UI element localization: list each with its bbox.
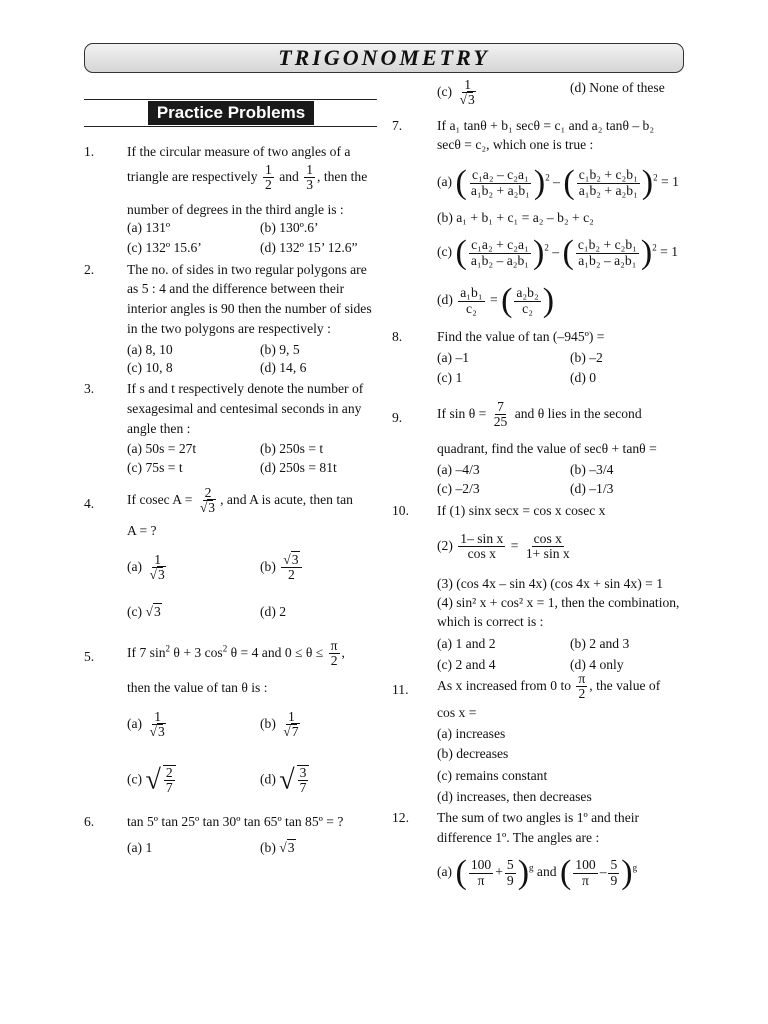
paren: ( <box>455 854 467 891</box>
q10-option-c: (c) 2 and 4 <box>437 657 496 672</box>
radicand: 7 <box>291 724 299 740</box>
q7-a-frac1 <box>469 168 532 198</box>
equals: = <box>510 537 519 553</box>
q7-option-a <box>437 166 679 200</box>
q10-option-a: (a) 1 and 2 <box>437 636 496 651</box>
num: 1– sin x <box>460 531 504 546</box>
den: 9 <box>610 872 618 888</box>
paren: ( <box>559 854 572 891</box>
q12-frac3 <box>573 858 597 888</box>
section-heading: Practice Problems <box>148 101 314 125</box>
den: √7 <box>283 724 299 740</box>
q4-option-c: (c) √3 <box>127 604 161 619</box>
squared: 2 <box>545 172 550 183</box>
num: cos x <box>533 531 562 546</box>
q9-option-b: (b) –3/4 <box>570 462 614 477</box>
den: √3 <box>459 92 475 108</box>
num: c₁b₂ + c₂b₁ <box>577 237 637 253</box>
squared: 2 <box>652 242 657 253</box>
q2-option-d: (d) 14, 6 <box>260 360 307 375</box>
den: √3 <box>199 500 216 516</box>
num: 1 <box>288 709 295 724</box>
q2-line1: The no. of sides in two regular polygons are <box>127 262 367 277</box>
q7-option-b: (b) a₁ + b₁ + c₁ = a₂ – b₂ + c₂ <box>437 210 594 225</box>
radicand: 3 <box>153 604 161 619</box>
q9-line1 <box>437 400 642 430</box>
radicand: 3 <box>287 840 295 855</box>
squared: 2 <box>544 242 549 253</box>
q9-number: 9. <box>392 410 403 425</box>
q10-line3: (3) (cos 4x – sin 4x) (cos 4x + sin 4x) = 1 <box>437 576 664 591</box>
q8-number: 8. <box>392 329 403 344</box>
q4-option-a <box>127 553 170 583</box>
and: and <box>536 864 557 880</box>
q1-option-d: (d) 132º 15’ 12.6” <box>260 240 358 255</box>
q8-option-b: (b) –2 <box>570 350 603 365</box>
q7-d-frac2 <box>514 286 540 316</box>
paren: ) <box>533 164 546 201</box>
q7-line2: secθ = c₂, which one is true : <box>437 137 594 152</box>
q11-option-b: (b) decreases <box>437 746 509 761</box>
q9-fraction <box>492 400 510 430</box>
q10-number: 10. <box>392 503 409 518</box>
q5-line1: If 7 $\sin^2 \theta + 3$ $\cos^2 \theta = 4$ and 0 ≤ θ ≤ $\frac{\pi}{2}$ , <box>127 638 345 669</box>
q1-fraction-b <box>304 163 315 193</box>
paren: ) <box>533 234 545 271</box>
den: π <box>477 872 485 888</box>
q6-line1: tan 5º tan 25º tan 30º tan 65º tan 85º = ? <box>127 814 344 829</box>
q2-option-b: (b) 9, 5 <box>260 342 300 357</box>
q6-option-c <box>437 78 480 108</box>
den: 2 <box>578 686 586 702</box>
q4-line1 <box>127 486 353 516</box>
den: a₁b₂ + a₂b₁ <box>578 182 638 198</box>
q1-text: , then the <box>317 168 368 184</box>
den: a₁b₂ – a₂b₁ <box>470 252 530 268</box>
q5-text: If 7 sin <box>127 644 166 660</box>
q11-fraction <box>576 672 587 702</box>
q3-number: 3. <box>84 381 95 396</box>
q7-a-frac2 <box>577 168 640 198</box>
q10-option-b: (b) 2 and 3 <box>570 636 630 651</box>
num: π <box>330 638 338 653</box>
q7-option-c <box>437 236 678 270</box>
den: 2 <box>288 567 295 583</box>
label: (c) <box>127 604 143 619</box>
label: (b) <box>260 715 276 731</box>
q4-fraction <box>198 486 218 516</box>
q2-option-c: (c) 10, 8 <box>127 360 173 375</box>
den: 1+ sin x <box>525 546 570 562</box>
q4-text: , and A is acute, then tan <box>220 491 353 507</box>
label: (a) <box>127 715 143 731</box>
squared: 2 <box>165 643 171 654</box>
q12-number: 12. <box>392 810 409 825</box>
q7-c-frac1 <box>469 238 531 268</box>
q9-text: If sin θ = <box>437 405 487 421</box>
q5-option-a <box>127 710 170 740</box>
q3-option-b: (b) 250s = t <box>260 441 324 456</box>
q2-line2: as 5 : 4 and the difference between their <box>127 281 345 296</box>
plus: + <box>495 864 503 880</box>
q5-fraction <box>329 639 340 669</box>
section-rule-bottom <box>84 126 377 127</box>
q1-option-a: (a) 131º <box>127 220 171 235</box>
q7-d-frac1 <box>458 286 484 316</box>
q4-number: 4. <box>84 496 95 511</box>
q1-line2 <box>127 163 367 193</box>
q10-line5: which is correct is : <box>437 614 544 629</box>
den: c₂ <box>522 300 533 316</box>
q3-line1: If s and t respectively denote the number of <box>127 381 364 396</box>
q5-a-fraction <box>148 710 168 740</box>
den: 9 <box>506 872 514 888</box>
title-banner <box>84 43 684 73</box>
radicand: 3 <box>157 724 165 740</box>
num: 100 <box>575 857 596 873</box>
q10-option-d: (d) 4 only <box>570 657 624 672</box>
q5-option-c <box>127 765 178 796</box>
radicand: 3 <box>467 92 475 108</box>
den: 2 <box>330 653 338 669</box>
q6-c-fraction <box>458 78 478 108</box>
paren: ) <box>640 234 653 271</box>
q11-line2: cos x = <box>437 705 477 720</box>
q1-and: and <box>279 168 299 184</box>
squared: 2 <box>222 643 228 654</box>
q10-line2 <box>437 532 574 562</box>
radicand: 3 <box>291 552 299 567</box>
num: π <box>578 671 586 686</box>
q7-line1: If a₁ tanθ + b₁ secθ = c₁ and a₂ tanθ – b₂ <box>437 118 655 133</box>
den: π <box>582 872 589 888</box>
q10-frac2 <box>524 532 572 562</box>
den: √3 <box>149 724 165 740</box>
q1-fraction-a <box>263 163 274 193</box>
num: 3 <box>299 765 307 780</box>
label: (2) <box>437 537 453 553</box>
num: 1 <box>154 709 162 724</box>
q11-option-d: (d) increases, then decreases <box>437 789 592 804</box>
q7-c-frac2 <box>576 238 639 268</box>
grade-mark: g <box>632 862 638 873</box>
paren: ( <box>455 234 467 271</box>
label: (c) <box>437 244 453 260</box>
q9-line2: quadrant, find the value of secθ + tanθ = <box>437 441 657 456</box>
label: (a) <box>127 558 143 574</box>
q9-option-a: (a) –4/3 <box>437 462 480 477</box>
num: 2 <box>204 485 212 500</box>
q12-line1: The sum of two angles is 1º and their <box>437 810 640 825</box>
q2-line3: interior angles is 90 then the number of sides <box>127 301 372 316</box>
num: a₁b₁ <box>460 285 483 301</box>
q3-line2: sexagesimal and centesimal seconds in any <box>127 401 362 416</box>
paren: ( <box>562 234 574 271</box>
label: (b) <box>260 558 276 574</box>
label: (b) <box>260 840 276 855</box>
equals-one: = 1 <box>661 174 679 190</box>
den: cos x <box>467 546 496 562</box>
squared: 2 <box>653 172 658 183</box>
label: (c) <box>127 771 143 787</box>
num: a₂b₂ <box>516 285 539 301</box>
q11-text: , the value of <box>589 677 661 693</box>
den: c₂ <box>466 300 477 316</box>
q4-option-d: (d) 2 <box>260 604 287 619</box>
den: 3 <box>306 177 314 193</box>
num: 1 <box>154 552 162 567</box>
q3-option-d: (d) 250s = 81t <box>260 460 337 475</box>
num: 7 <box>497 399 504 414</box>
q8-option-d: (d) 0 <box>570 370 597 385</box>
section-rule-top <box>84 99 377 100</box>
q12-frac2 <box>505 858 516 888</box>
q6-option-a: (a) 1 <box>127 840 153 855</box>
den: a₁b₂ + a₂b₁ <box>470 182 530 198</box>
den: 7 <box>299 780 307 796</box>
num: 1 <box>306 162 314 177</box>
q5-c-fraction <box>163 765 176 796</box>
label: (c) <box>437 83 453 99</box>
q5-line2: then the value of tan θ is : <box>127 680 268 695</box>
q11-option-c: (c) remains constant <box>437 768 548 783</box>
label: (d) <box>437 292 453 308</box>
grade-mark: g <box>529 862 534 873</box>
radicand: 3 <box>208 500 216 516</box>
q5-number: 5. <box>84 649 95 664</box>
equals-one: = 1 <box>660 244 679 260</box>
q4-b-fraction <box>281 553 301 583</box>
label: (a) <box>437 174 453 190</box>
num: 100 <box>470 857 492 873</box>
q1-line3: number of degrees in the third angle is : <box>127 202 344 217</box>
minus: – <box>599 864 607 880</box>
q3-option-a: (a) 50s = 27t <box>127 441 197 456</box>
den: 7 <box>165 780 173 796</box>
paren: ) <box>517 854 530 891</box>
q3-option-c: (c) 75s = t <box>127 460 183 475</box>
q2-line4: in the two polygons are respectively : <box>127 321 331 336</box>
q6-option-d: (d) None of these <box>570 80 665 95</box>
num: c₁b₂ + c₂b₁ <box>578 167 638 183</box>
q1-option-c: (c) 132º 15.6’ <box>127 240 202 255</box>
den: a₁b₂ – a₂b₁ <box>578 252 637 268</box>
q11-option-a: (a) increases <box>437 726 506 741</box>
q8-line1: Find the value of tan (–945º) = <box>437 329 605 344</box>
q12-frac1 <box>469 858 493 888</box>
q10-frac1 <box>458 532 505 562</box>
q2-option-a: (a) 8, 10 <box>127 342 173 357</box>
paren: ( <box>501 282 513 319</box>
num: 5 <box>506 857 514 873</box>
q4-a-fraction <box>148 553 168 583</box>
q12-line2: difference 1º. The angles are : <box>437 830 600 845</box>
paren: ) <box>621 854 633 891</box>
q5-d-fraction <box>297 765 310 796</box>
label: (a) <box>437 864 453 880</box>
num: c₁a₂ + c₂a₁ <box>471 237 529 253</box>
q10-line4: (4) sin² x + cos² x = 1, then the combination, <box>437 595 680 610</box>
den: 2 <box>265 177 272 193</box>
q5-option-d <box>260 765 311 796</box>
paren: ( <box>563 164 575 201</box>
q11-number: 11. <box>392 682 409 697</box>
q9-text: and θ lies in the second <box>514 405 642 421</box>
minus: – <box>552 244 560 260</box>
q5-b-fraction <box>281 710 301 740</box>
q8-option-a: (a) –1 <box>437 350 470 365</box>
paren: ( <box>455 164 467 201</box>
radicand: 3 <box>157 567 165 583</box>
q2-number: 2. <box>84 262 95 277</box>
q12-option-a <box>437 856 637 890</box>
num: c₁a₂ – c₂a₁ <box>472 167 529 183</box>
den: √3 <box>149 567 165 583</box>
q1-line1: If the circular measure of two angles of a <box>127 144 351 159</box>
q4-text: If cosec A = <box>127 491 193 507</box>
q1-option-b: (b) 130º.6’ <box>260 220 319 235</box>
num: 1 <box>265 162 272 177</box>
q4-line2: A = ? <box>127 523 157 538</box>
q7-number: 7. <box>392 118 403 133</box>
q9-option-c: (c) –2/3 <box>437 481 480 496</box>
q8-option-c: (c) 1 <box>437 370 463 385</box>
q11-text: As x increased from 0 to <box>437 677 572 693</box>
q1-text: triangle are respectively <box>127 168 258 184</box>
paren: ) <box>641 164 654 201</box>
q5-text: θ = 4 and 0 ≤ θ ≤ <box>230 644 324 660</box>
den: 25 <box>493 414 508 430</box>
q5-text: θ + 3 cos <box>173 644 223 660</box>
q3-line3: angle then : <box>127 421 191 436</box>
q7-option-d <box>437 284 554 318</box>
minus: – <box>553 174 560 190</box>
q1-number: 1. <box>84 144 95 159</box>
q11-line1 <box>437 672 660 702</box>
equals: = <box>489 292 498 308</box>
q5-option-b <box>260 710 304 740</box>
label: (d) <box>260 771 276 787</box>
paren: ) <box>542 282 555 319</box>
num: √3 <box>281 553 301 568</box>
sqrt-sign: √ <box>145 764 161 796</box>
q6-number: 6. <box>84 814 95 829</box>
q4-option-b <box>260 553 304 583</box>
q12-frac4 <box>608 858 619 888</box>
num: 2 <box>165 765 173 780</box>
num: 5 <box>610 857 618 873</box>
num: 1 <box>464 77 472 92</box>
q10-line1: If (1) sinx secx = cos x cosec x <box>437 503 606 518</box>
page-title: TRIGONOMETRY <box>278 45 490 70</box>
q6-option-b: (b) √3 <box>260 840 295 855</box>
q9-option-d: (d) –1/3 <box>570 481 614 496</box>
sqrt-sign: √ <box>279 764 295 796</box>
